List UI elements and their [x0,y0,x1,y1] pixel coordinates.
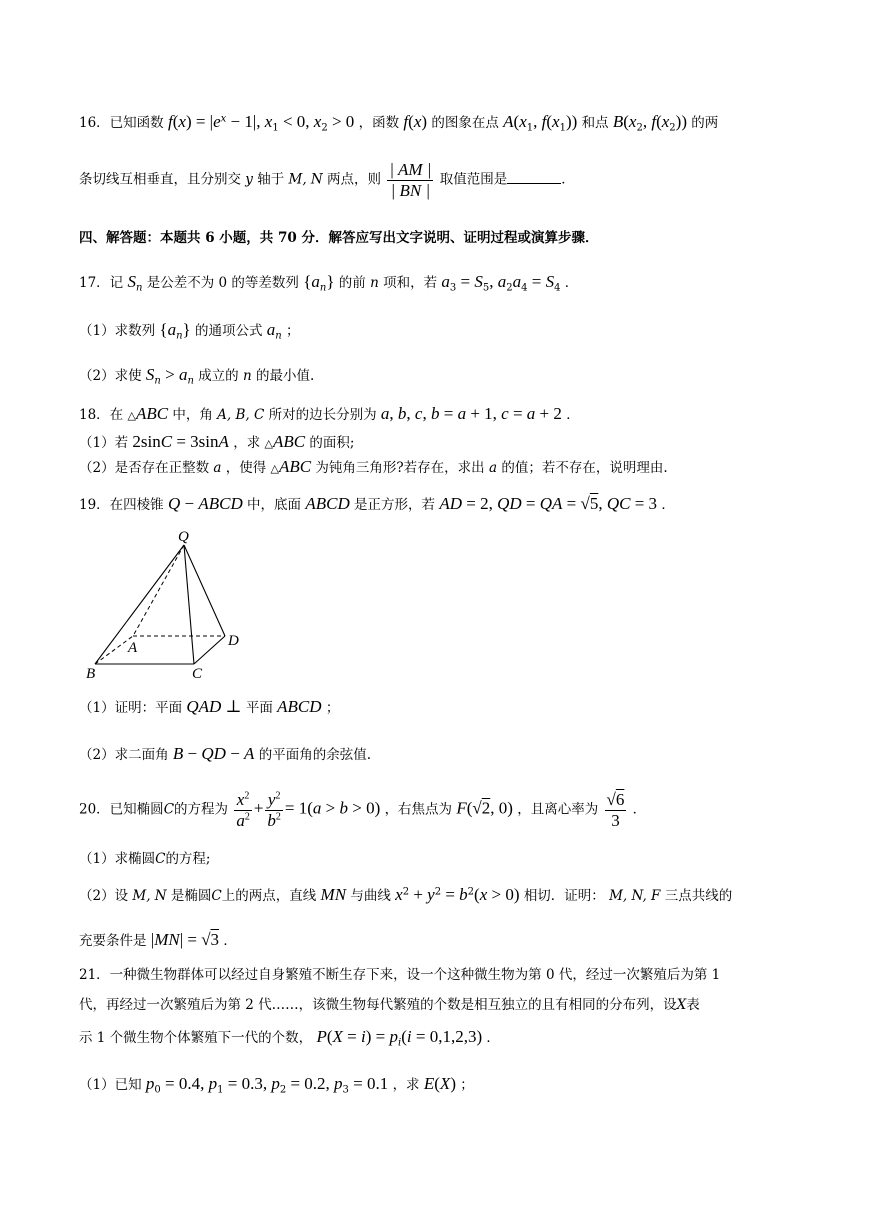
answer-blank [507,171,561,184]
q17-part1: （1）求数列 $\{a_n\}$ 的通项公式 $a_n$ ； [79,320,300,342]
pyramid-figure [80,527,260,687]
label-d: D [228,633,239,649]
q17-stem: 17．记 $S_n$ 是公差不为 0 的等差数列 $\{a_n\}$ 的前 n 项和，若 $a_3 = S_5$, $a_2a_4 = S_4$ ． [79,272,579,294]
q20-part1: （1）求椭圆C的方程; [79,851,211,867]
q20-stem: 20．已知椭圆C的方程为 $\frac{x^2}{a^2}$ + $\frac{y^2}{b^2}$ = 1(a > b > 0) ，右焦点为 F(√2, 0) ，且离心率为 $\frac{√6}{3}$ ． [79,790,647,830]
q20-part2: （2）设 M, N 是椭圆C上的两点，直线 MN 与曲线 $x^2 + y^2 = b^2(x > 0)$ 相切．证明： M, N, F 三点共线的 [79,885,733,904]
edge-qb [95,545,184,664]
q18-part1: （1）若 2sinC = 3sinA ，求 △ABC 的面积; [79,432,355,451]
q18-part2: （2）是否存在正整数 a ，使得 △ABC 为钝角三角形?若存在，求出 a 的值；若不存在，说明理由. [79,457,668,476]
edge-cd [194,636,225,664]
q17-part2: （2）求使 $S_n > a_n$ 成立的 n 的最小值. [79,365,315,387]
q16-text: 16．已知函数 [79,115,164,131]
q21-line2: 代，再经过一次繁殖后为第 2 代……，该微生物每代繁殖的个数是相互独立的且有相同的分布列，设X表 [79,997,700,1013]
label-b: B [86,666,96,682]
q16-point-b: B [612,112,624,131]
q20-part2-cont: 充要条件是 |MN| = √3 ． [79,930,237,949]
section-heading: 四、解答题：本题共 6 小题，共 70 分．解答应写出文字说明、证明过程或演算步骤． [79,230,599,246]
label-c: C [192,666,203,682]
q16-line2: 条切线互相垂直，且分别交 y 轴于 M, N 两点，则 $\frac{| AM |}{| BN |}$ 取值范围是 ． [79,160,575,200]
label-q: Q [178,529,189,545]
q19-part1: （1）证明：平面 QAD ⊥ 平面 ABCD ； [79,697,340,716]
q18-stem: 18．在 △ABC 中，角 A, B, C 所对的边长分别为 a, b, c, b = a + 1, c = a + 2 ． [79,404,580,423]
q21-line1: 21．一种微生物群体可以经过自身繁殖不断生存下来，设一个这种微生物为第 0 代，经过一次繁殖后为第 1 [79,967,721,983]
q16-ratio-fraction: $\frac{| AM |}{| BN |}$ [389,160,432,200]
edge-qa [133,545,184,636]
q21-part1: （1）已知 $p_0 = 0.4$, $p_1 = 0.3$, $p_2 = 0.2$, $p_3 = 0.1$ ，求 E(X) ； [79,1074,474,1096]
q16-func-def: f [167,112,173,131]
q16-point-a: A [503,112,514,131]
q19-stem: 19．在四棱锥 Q − ABCD 中，底面 ABCD 是正方形，若 AD = 2, QD = QA = √5, QC = 3 ． [79,494,675,513]
label-a: A [128,640,138,656]
q21-line3: 示 1 个微生物个体繁殖下一代的个数， $P(X = i) = p_i(i = 0,1,2,3)$ ． [79,1027,500,1049]
q16-line1: 16．已知函数 $f(x) = |e^x - 1|$, $x_1 < 0$, $x_2 > 0$ ，函数 f(x) 的图象在点 $A(x_1$, $f(x_1)$) 和点 $B(x_2$, $f(x_2)$) 的两 [79,112,719,134]
q19-part2: （2）求二面角 B − QD − A 的平面角的余弦值. [79,744,372,763]
